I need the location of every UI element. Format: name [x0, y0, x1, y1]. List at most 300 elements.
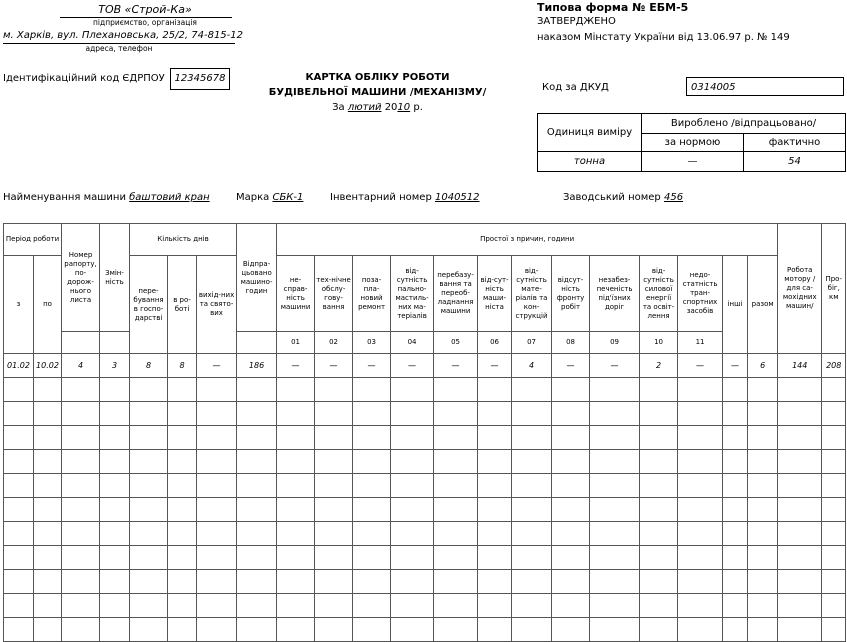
- table-cell: [640, 450, 678, 474]
- table-cell: [434, 450, 478, 474]
- report-header: Номер рапорту, по-дорож-нього листа: [62, 224, 100, 332]
- table-cell: [640, 546, 678, 570]
- table-cell: —: [478, 354, 512, 378]
- code-09: 09: [590, 332, 640, 354]
- org-name: ТОВ «Строй-Ка»: [98, 3, 192, 16]
- table-cell: [237, 594, 277, 618]
- edrpou-value: 12345678: [170, 68, 230, 90]
- code-11: 11: [678, 332, 723, 354]
- machine-factory-value: 456: [663, 192, 684, 203]
- table-cell: [130, 402, 168, 426]
- table-cell: [34, 546, 62, 570]
- table-cell: [822, 378, 846, 402]
- machine-brand: [236, 192, 303, 203]
- table-cell: [4, 618, 34, 642]
- code-03: 03: [353, 332, 391, 354]
- machine-inv-label: Інвентарний номер: [330, 192, 432, 203]
- table-cell: [168, 594, 197, 618]
- code-10: 10: [640, 332, 678, 354]
- other-header: інші: [723, 256, 748, 354]
- table-cell: [4, 546, 34, 570]
- table-cell: [640, 594, 678, 618]
- table-row: [4, 570, 846, 594]
- table-cell: [62, 378, 100, 402]
- to-header: по: [34, 256, 62, 354]
- table-row: [4, 378, 846, 402]
- table-cell: [168, 402, 197, 426]
- table-cell: [512, 618, 552, 642]
- table-cell: [778, 618, 822, 642]
- table-cell: [434, 594, 478, 618]
- table-cell: [778, 474, 822, 498]
- table-cell: [778, 498, 822, 522]
- table-cell: [552, 618, 590, 642]
- table-cell: [723, 450, 748, 474]
- table-cell: [277, 474, 315, 498]
- table-cell: [34, 378, 62, 402]
- table-cell: [62, 570, 100, 594]
- table-cell: [353, 594, 391, 618]
- table-cell: [678, 474, 723, 498]
- table-cell: [62, 426, 100, 450]
- table-cell: [130, 618, 168, 642]
- table-cell: [552, 498, 590, 522]
- table-cell: [512, 570, 552, 594]
- table-cell: [434, 498, 478, 522]
- table-cell: [62, 450, 100, 474]
- table-cell: —: [552, 354, 590, 378]
- table-cell: [277, 402, 315, 426]
- table-cell: [590, 522, 640, 546]
- table-cell: [723, 594, 748, 618]
- table-cell: [778, 546, 822, 570]
- table-cell: [4, 474, 34, 498]
- table-cell: [197, 546, 237, 570]
- form-approved: ЗАТВЕРДЖЕНО: [537, 16, 616, 27]
- table-cell: [822, 618, 846, 642]
- table-cell: [778, 522, 822, 546]
- table-cell: [197, 618, 237, 642]
- table-cell: [723, 498, 748, 522]
- cause-10: від-сутність силової енергії та освіт-лення: [640, 256, 678, 332]
- table-cell: [822, 426, 846, 450]
- table-cell: [778, 378, 822, 402]
- table-cell: [34, 450, 62, 474]
- machine-factory: [563, 192, 683, 203]
- table-cell: [168, 570, 197, 594]
- code-01: 01: [277, 332, 315, 354]
- table-cell: [723, 426, 748, 450]
- table-cell: [353, 426, 391, 450]
- cause-06: від-сут-ність маши-ніста: [478, 256, 512, 332]
- table-cell: [315, 402, 353, 426]
- table-cell: [34, 474, 62, 498]
- table-cell: [391, 594, 434, 618]
- table-cell: [778, 402, 822, 426]
- table-cell: [723, 546, 748, 570]
- table-cell: [197, 426, 237, 450]
- table-cell: [197, 450, 237, 474]
- table-cell: 6: [748, 354, 778, 378]
- table-cell: [130, 522, 168, 546]
- table-cell: [62, 498, 100, 522]
- table-cell: [723, 474, 748, 498]
- table-cell: [168, 618, 197, 642]
- table-cell: [678, 402, 723, 426]
- table-row: [4, 522, 846, 546]
- machine-brand-label: Марка: [236, 192, 270, 203]
- table-cell: [478, 522, 512, 546]
- table-cell: [640, 570, 678, 594]
- table-cell: [237, 618, 277, 642]
- table-cell: [237, 402, 277, 426]
- table-cell: [197, 522, 237, 546]
- fact-header: фактично: [744, 134, 846, 152]
- table-cell: [678, 378, 723, 402]
- table-cell: [277, 426, 315, 450]
- table-cell: [590, 618, 640, 642]
- total-header: разом: [748, 256, 778, 354]
- table-cell: [168, 474, 197, 498]
- code-06: 06: [478, 332, 512, 354]
- cause-05: перебазу-вання та переоб-ладнання машини: [434, 256, 478, 332]
- table-cell: [34, 498, 62, 522]
- table-cell: [552, 546, 590, 570]
- table-cell: [512, 522, 552, 546]
- table-cell: [552, 570, 590, 594]
- code-04: 04: [391, 332, 434, 354]
- table-cell: [353, 498, 391, 522]
- table-cell: [723, 402, 748, 426]
- table-cell: [4, 450, 34, 474]
- table-cell: [62, 522, 100, 546]
- norm-value: —: [642, 152, 744, 172]
- table-cell: [723, 378, 748, 402]
- table-cell: [130, 570, 168, 594]
- table-cell: [353, 522, 391, 546]
- table-cell: [678, 570, 723, 594]
- table-cell: —: [353, 354, 391, 378]
- cause-07: від-сутність мате-ріалів та кон-струкцій: [512, 256, 552, 332]
- dkud-label: Код за ДКУД: [542, 82, 609, 93]
- table-cell: [353, 474, 391, 498]
- table-cell: [168, 498, 197, 522]
- table-cell: —: [391, 354, 434, 378]
- shifts-header-cont: [100, 332, 130, 354]
- table-cell: 8: [168, 354, 197, 378]
- table-cell: [640, 618, 678, 642]
- table-cell: [748, 618, 778, 642]
- unit-header: Одиниця виміру: [538, 114, 642, 152]
- table-cell: [590, 594, 640, 618]
- table-cell: [678, 426, 723, 450]
- table-cell: [678, 450, 723, 474]
- fact-value: 54: [744, 152, 846, 172]
- table-cell: [552, 378, 590, 402]
- table-cell: [748, 378, 778, 402]
- cause-02: тех-нічне обслу-гову-вання: [315, 256, 353, 332]
- table-cell: [100, 498, 130, 522]
- table-cell: [590, 570, 640, 594]
- table-cell: [315, 618, 353, 642]
- table-cell: [277, 546, 315, 570]
- table-row: [4, 618, 846, 642]
- table-cell: [748, 498, 778, 522]
- code-05: 05: [434, 332, 478, 354]
- table-cell: —: [197, 354, 237, 378]
- table-row: [4, 594, 846, 618]
- table-cell: [640, 474, 678, 498]
- table-cell: [130, 426, 168, 450]
- table-cell: [315, 378, 353, 402]
- unit-value: тонна: [538, 152, 642, 172]
- title-month: лютий: [347, 102, 382, 113]
- table-cell: [168, 378, 197, 402]
- table-cell: [478, 450, 512, 474]
- table-cell: [640, 498, 678, 522]
- table-cell: [315, 474, 353, 498]
- title-line2: БУДІВЕЛЬНОЇ МАШИНИ /МЕХАНІЗМУ/: [268, 87, 487, 98]
- table-cell: [434, 618, 478, 642]
- table-cell: [434, 378, 478, 402]
- table-cell: [100, 402, 130, 426]
- table-cell: [822, 522, 846, 546]
- motor-header: Робота мотору / для са-мохідних машин/: [778, 224, 822, 354]
- title-line1: КАРТКА ОБЛІКУ РОБОТИ: [305, 72, 450, 83]
- table-cell: [100, 450, 130, 474]
- table-cell: [748, 474, 778, 498]
- table-cell: [391, 522, 434, 546]
- cause-01: не-спрaв-ність машини: [277, 256, 315, 332]
- table-cell: [237, 522, 277, 546]
- table-cell: [512, 594, 552, 618]
- table-row: [4, 450, 846, 474]
- table-cell: [237, 570, 277, 594]
- days-work-header: в ро-боті: [168, 256, 197, 354]
- table-cell: [748, 402, 778, 426]
- table-cell: —: [315, 354, 353, 378]
- title-year-pre: 20: [384, 102, 398, 113]
- table-cell: [34, 594, 62, 618]
- table-cell: 8: [130, 354, 168, 378]
- table-cell: [822, 570, 846, 594]
- table-cell: [822, 402, 846, 426]
- dkud-value: 0314005: [686, 77, 844, 96]
- table-cell: [434, 474, 478, 498]
- table-cell: [34, 618, 62, 642]
- table-cell: [315, 426, 353, 450]
- title-year-val: 10: [397, 102, 411, 113]
- table-cell: [100, 570, 130, 594]
- table-cell: [353, 450, 391, 474]
- table-cell: [277, 618, 315, 642]
- table-cell: [590, 426, 640, 450]
- table-cell: [100, 618, 130, 642]
- table-cell: [197, 594, 237, 618]
- hours-header-cont: [237, 332, 277, 354]
- table-cell: [590, 378, 640, 402]
- table-cell: [478, 546, 512, 570]
- table-cell: [552, 426, 590, 450]
- table-cell: [478, 618, 512, 642]
- table-cell: [822, 498, 846, 522]
- table-row: [4, 474, 846, 498]
- table-cell: [512, 378, 552, 402]
- table-cell: [552, 474, 590, 498]
- table-cell: 208: [822, 354, 846, 378]
- downtime-header: Простої з причин, години: [277, 224, 778, 256]
- table-cell: [277, 450, 315, 474]
- table-cell: [778, 426, 822, 450]
- table-cell: [678, 618, 723, 642]
- table-cell: [512, 498, 552, 522]
- table-cell: [100, 546, 130, 570]
- table-cell: [130, 474, 168, 498]
- table-cell: [678, 594, 723, 618]
- table-cell: [748, 522, 778, 546]
- table-cell: [197, 402, 237, 426]
- table-cell: [478, 594, 512, 618]
- table-cell: [478, 474, 512, 498]
- table-cell: [391, 426, 434, 450]
- table-cell: [512, 546, 552, 570]
- table-cell: [197, 570, 237, 594]
- table-cell: 186: [237, 354, 277, 378]
- table-cell: [640, 378, 678, 402]
- table-cell: [353, 570, 391, 594]
- table-cell: [552, 594, 590, 618]
- table-cell: [168, 450, 197, 474]
- table-cell: [34, 402, 62, 426]
- form-type: Типова форма № ЕБМ-5: [537, 1, 689, 14]
- table-cell: [277, 378, 315, 402]
- table-cell: [34, 522, 62, 546]
- table-cell: [237, 378, 277, 402]
- table-cell: 4: [62, 354, 100, 378]
- days-off-header: вихід-них та свято-вих: [197, 256, 237, 354]
- table-cell: [353, 402, 391, 426]
- table-cell: [197, 498, 237, 522]
- table-cell: [478, 426, 512, 450]
- table-cell: [277, 522, 315, 546]
- table-cell: [748, 546, 778, 570]
- machine-name-label: Найменування машини: [3, 192, 126, 203]
- table-cell: [4, 498, 34, 522]
- table-cell: [277, 594, 315, 618]
- table-cell: [353, 378, 391, 402]
- table-cell: [62, 546, 100, 570]
- table-cell: [277, 498, 315, 522]
- code-07: 07: [512, 332, 552, 354]
- table-cell: [723, 522, 748, 546]
- table-cell: [478, 378, 512, 402]
- table-cell: [197, 474, 237, 498]
- cause-04: від-сутність пально-мастиль-них ма-теріалів: [391, 256, 434, 332]
- table-cell: [168, 522, 197, 546]
- table-cell: [778, 450, 822, 474]
- table-cell: —: [590, 354, 640, 378]
- table-cell: [4, 570, 34, 594]
- days-host-header: пере-бування в госпо-дарстві: [130, 256, 168, 354]
- grid-body: [4, 354, 846, 642]
- code-08: 08: [552, 332, 590, 354]
- table-cell: 01.02: [4, 354, 34, 378]
- norm-header: за нормою: [642, 134, 744, 152]
- table-cell: [315, 450, 353, 474]
- table-cell: [512, 402, 552, 426]
- table-cell: [590, 450, 640, 474]
- table-cell: —: [678, 354, 723, 378]
- org-name-caption: підприємство, організація: [93, 18, 197, 27]
- table-cell: [748, 594, 778, 618]
- shifts-header: Змін-ність: [100, 224, 130, 332]
- table-cell: —: [277, 354, 315, 378]
- table-cell: [100, 378, 130, 402]
- table-cell: [723, 618, 748, 642]
- table-cell: [822, 474, 846, 498]
- table-cell: [391, 474, 434, 498]
- table-cell: [434, 402, 478, 426]
- table-cell: [237, 474, 277, 498]
- table-cell: [822, 546, 846, 570]
- table-cell: [640, 426, 678, 450]
- table-cell: [391, 450, 434, 474]
- table-cell: [62, 594, 100, 618]
- table-cell: [4, 402, 34, 426]
- table-cell: [130, 594, 168, 618]
- table-cell: [512, 450, 552, 474]
- table-cell: [168, 546, 197, 570]
- table-cell: [277, 570, 315, 594]
- table-cell: [512, 426, 552, 450]
- table-cell: [130, 378, 168, 402]
- table-cell: [34, 426, 62, 450]
- report-header-cont: [62, 332, 100, 354]
- hours-header: Відпра-цьовано машино-годин: [237, 224, 277, 332]
- table-cell: —: [723, 354, 748, 378]
- table-cell: [4, 378, 34, 402]
- table-cell: [391, 498, 434, 522]
- code-02: 02: [315, 332, 353, 354]
- title-year-post: р.: [413, 102, 423, 113]
- table-cell: [62, 474, 100, 498]
- days-header: Кількість днів: [130, 224, 237, 256]
- produced-header: Вироблено /відпрацьовано/: [642, 114, 846, 134]
- table-cell: [34, 570, 62, 594]
- table-cell: [197, 378, 237, 402]
- table-cell: [590, 402, 640, 426]
- table-cell: [640, 402, 678, 426]
- table-cell: [100, 474, 130, 498]
- from-header: з: [4, 256, 34, 354]
- table-cell: 10.02: [34, 354, 62, 378]
- table-cell: [100, 522, 130, 546]
- table-cell: [62, 618, 100, 642]
- table-cell: [62, 402, 100, 426]
- cause-08: відсут-ність фронту робіт: [552, 256, 590, 332]
- table-cell: [237, 426, 277, 450]
- table-cell: [434, 546, 478, 570]
- table-cell: 2: [640, 354, 678, 378]
- table-cell: [315, 546, 353, 570]
- table-cell: [822, 594, 846, 618]
- cause-11: недо-статність тран-спортних засобів: [678, 256, 723, 332]
- table-cell: [130, 498, 168, 522]
- table-cell: [168, 426, 197, 450]
- table-cell: [778, 570, 822, 594]
- table-cell: [391, 402, 434, 426]
- table-cell: [778, 594, 822, 618]
